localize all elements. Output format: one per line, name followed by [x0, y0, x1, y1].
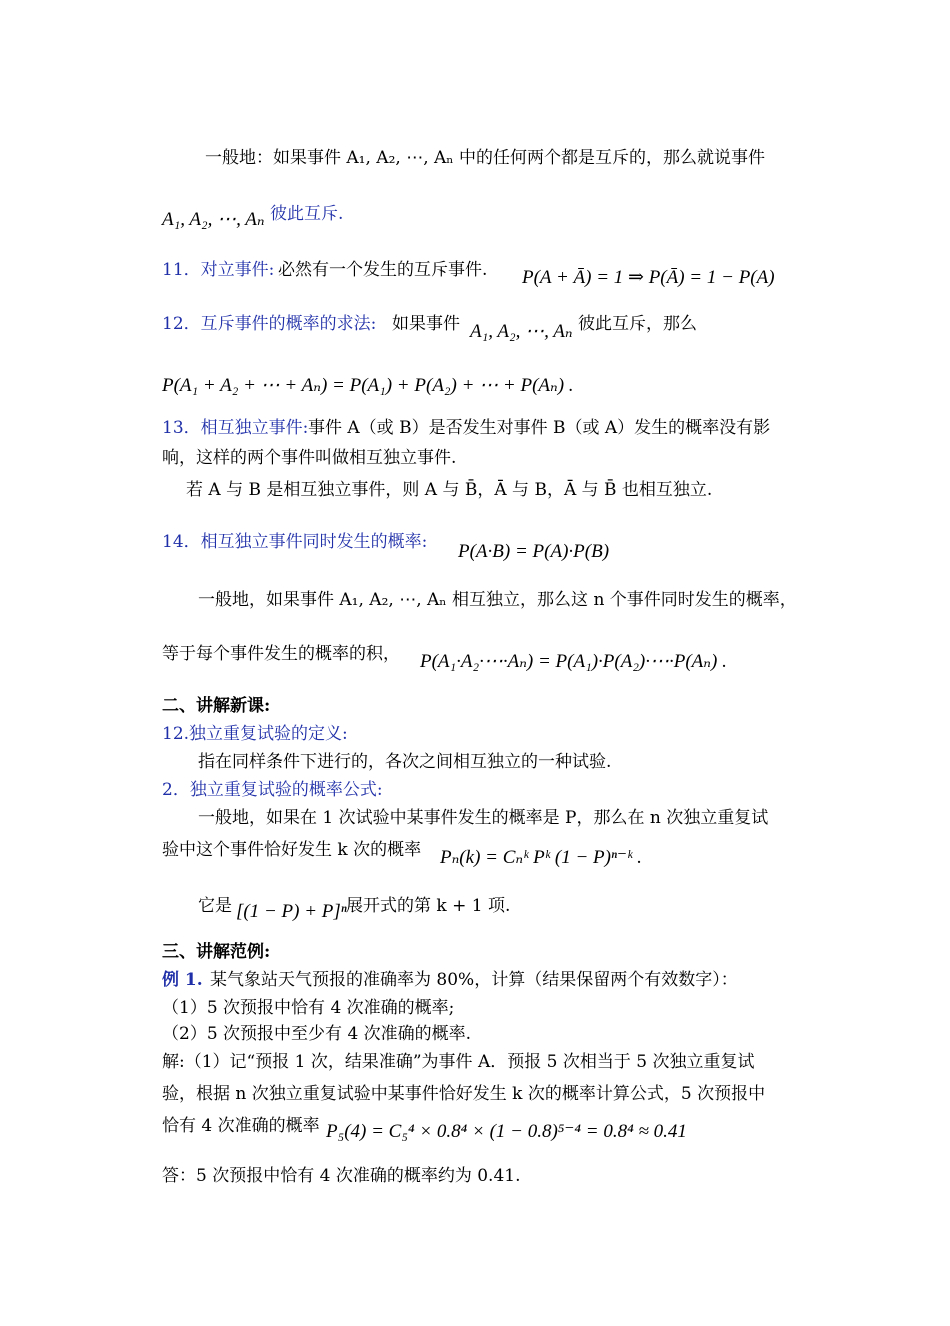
solution-line-1: 解:（1）记“预报 1 次，结果准确”为事件 A．预报 5 次相当于 5 次独立重复试: [162, 1052, 755, 1072]
example-1-question-1: （1）5 次预报中恰有 4 次准确的概率;: [162, 998, 455, 1018]
paragraph-mutually-exclusive-def: 一般地：如果事件 A₁, A₂, ⋯, Aₙ 中的任何两个都是互斥的，那么就说事件: [205, 148, 766, 168]
solution-formula: P₅(4) = C₅⁴ × 0.8⁴ × (1 − 0.8)⁵⁻⁴ = 0.8⁴ ≈ 0.41: [326, 1121, 687, 1142]
term-mutually-exclusive: 彼此互斥.: [270, 204, 344, 224]
answer-line: 答：5 次预报中恰有 4 次准确的概率约为 0.41.: [162, 1166, 521, 1186]
section-12-body-a: 如果事件: [392, 314, 460, 334]
example-1-heading: 例 1.: [162, 970, 203, 990]
example-1-question-2: （2）5 次预报中至少有 4 次准确的概率.: [162, 1024, 472, 1044]
section-13-body-2: 响，这样的两个事件叫做相互独立事件.: [162, 448, 457, 468]
section-13-heading: 13．相互独立事件:: [162, 418, 309, 438]
section-14-formula-2: P(A₁·A₂·⋯·Aₙ) = P(A₁)·P(A₂)·⋯·P(Aₙ) .: [420, 651, 727, 672]
example-1-body: 某气象站天气预报的准确率为 80%，计算（结果保留两个有效数字）：: [210, 970, 738, 990]
heading-examples: 三、讲解范例:: [162, 942, 271, 962]
section-11-body: 必然有一个发生的互斥事件.: [278, 260, 488, 280]
formula-events-list: A₁, A₂, ⋯, Aₙ: [162, 209, 265, 230]
new-2-body-3a: 它是: [198, 896, 232, 916]
section-14-formula: P(A·B) = P(A)·P(B): [458, 541, 610, 562]
section-11-formula: P(A + Ā) = 1 ⇒ P(Ā) = 1 − P(A): [522, 267, 775, 288]
new-2-formula: Pₙ(k) = Cₙᵏ Pᵏ (1 − P)ⁿ⁻ᵏ .: [440, 847, 642, 868]
section-13-line-3: 若 A 与 B 是相互独立事件，则 A 与 B̄，Ā 与 B，Ā 与 B̄ 也相互独立.: [186, 480, 713, 500]
section-12-events: A₁, A₂, ⋯, Aₙ: [470, 321, 573, 342]
solution-line-2: 验，根据 n 次独立重复试验中某事件恰好发生 k 次的概率计算公式，5 次预报中: [162, 1084, 766, 1104]
section-13-body: 事件 A（或 B）是否发生对事件 B（或 A）发生的概率没有影: [308, 418, 771, 438]
section-12-formula: P(A₁ + A₂ + ⋯ + Aₙ) = P(A₁) + P(A₂) + ⋯ + P(Aₙ) .: [162, 375, 574, 396]
section-11-heading: 11．对立事件:: [162, 260, 275, 280]
new-2-formula-2: [(1 − P) + P]ⁿ: [236, 901, 347, 922]
solution-line-3: 恰有 4 次准确的概率: [162, 1116, 320, 1136]
new-2-heading: 2．独立重复试验的概率公式:: [162, 780, 383, 800]
new-2-body-3b: 展开式的第 k + 1 项.: [346, 896, 511, 916]
new-2-body-2: 验中这个事件恰好发生 k 次的概率: [162, 840, 422, 860]
new-12-body: 指在同样条件下进行的，各次之间相互独立的一种试验.: [198, 752, 612, 772]
section-14-body-1: 一般地，如果事件 A₁, A₂, ⋯, Aₙ 相互独立，那么这 n 个事件同时发生的概率，: [198, 590, 797, 610]
section-12-heading: 12．互斥事件的概率的求法:: [162, 314, 377, 334]
section-14-body-2: 等于每个事件发生的概率的积，: [162, 644, 400, 664]
section-14-heading: 14．相互独立事件同时发生的概率:: [162, 532, 428, 552]
heading-new-lesson: 二、讲解新课:: [162, 696, 271, 716]
section-12-body-b: 彼此互斥，那么: [578, 314, 697, 334]
new-2-body-1: 一般地，如果在 1 次试验中某事件发生的概率是 P，那么在 n 次独立重复试: [198, 808, 769, 828]
new-12-heading: 12.独立重复试验的定义:: [162, 724, 348, 744]
